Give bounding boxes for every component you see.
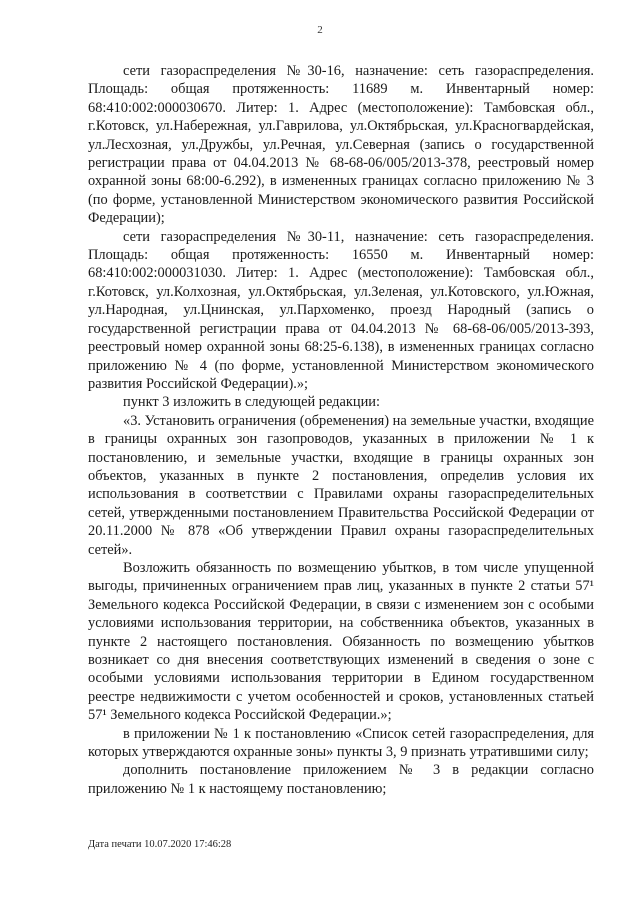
document-body xyxy=(88,62,594,798)
paragraph: сети газораспределения №30-16, назначение: сеть газораспределения. Площадь: общая протяженность: 11689 м. Инвентарный номер: 68:410:002:000030670. Литер: 1. Адрес (местоположение): Тамбовская обл., г.Котовск, ул.Набережная, ул.Гаврилова, ул.Октябрьская, ул.Красногвардейская, ул.Лесхозная, ул.Дружбы, ул.Речная, ул.Северная (запись о государственной регистрации права от 04.04.2013 № 68-68-06/005/2013-378, реестровый номер охранной зоны 68:00-6.292), в измененных границах согласно приложению № 3 (по форме, установленной Министерством экономического развития Российской Федерации); xyxy=(88,63,594,227)
paragraph: дополнить постановление приложением № 3 в редакции согласно приложению № 1 к настоящему постановлению; xyxy=(88,762,594,797)
print-date-footer: Дата печати 10.07.2020 17:46:28 xyxy=(88,839,232,850)
paragraph: пункт 3 изложить в следующей редакции: xyxy=(123,394,380,411)
paragraph: в приложении № 1 к постановлению «Список сетей газораспределения, для которых утверждаются охранные зоны» пункты 3, 9 признать утратившими силу; xyxy=(88,725,594,761)
paragraph: «3. Установить ограничения (обременения) на земельные участки, входящие в границы охранных зон газопроводов, указанных в приложении № 1 к постановлению, и земельные участки, входящие в границы охранных зон объектов, указанных в пункте 2 постановления, определив условия их использования в соответствии с Правилами охраны газораспределительных сетей, утвержденными постановлением Правительства Российской Федерации от 20.11.2000 № 878 «Об утверждении Правил охраны газораспределительных сетей». xyxy=(88,412,594,558)
paragraph: Возложить обязанность по возмещению убытков, в том числе упущенной выгоды, причиненных ограничением прав лиц, указанных в пункте 2 статьи 57¹ Земельного кодекса Российской Федерации, в связи с изменением зон с особыми условиями использования территории, на собственника объектов, указанных в пункте 2 настоящего постановления. Обязанность по возмещению убытков возникает со дня внесения соответствующих изменений в сведения о зоне с особыми условиями использования территории в Едином государственном реестре недвижимости с учетом особенностей и сроков, установленных статьей 57¹ Земельного кодекса Российской Федерации.»; xyxy=(88,559,594,724)
page-number: 2 xyxy=(317,24,323,36)
paragraph: сети газораспределения №30-11, назначение: сеть газораспределения. Площадь: общая протяженность: 16550 м. Инвентарный номер: 68:410:002:000031030. Литер: 1. Адрес (местоположение): Тамбовская обл., г.Котовск, ул.Колхозная, ул.Октябрьская, ул.Зеленая, ул.Котовского, ул.Южная, ул.Народная, ул.Цнинская, ул.Пархоменко, проезд Народный (запись о государственной регистрации права от 04.04.2013 № 68-68-06/005/2013-393, реестровый номер охранной зоны 68:25-6.138), в измененных границах согласно приложению № 4 (по форме, установленной Министерством экономического развития Российской Федерации).»; xyxy=(88,228,594,392)
